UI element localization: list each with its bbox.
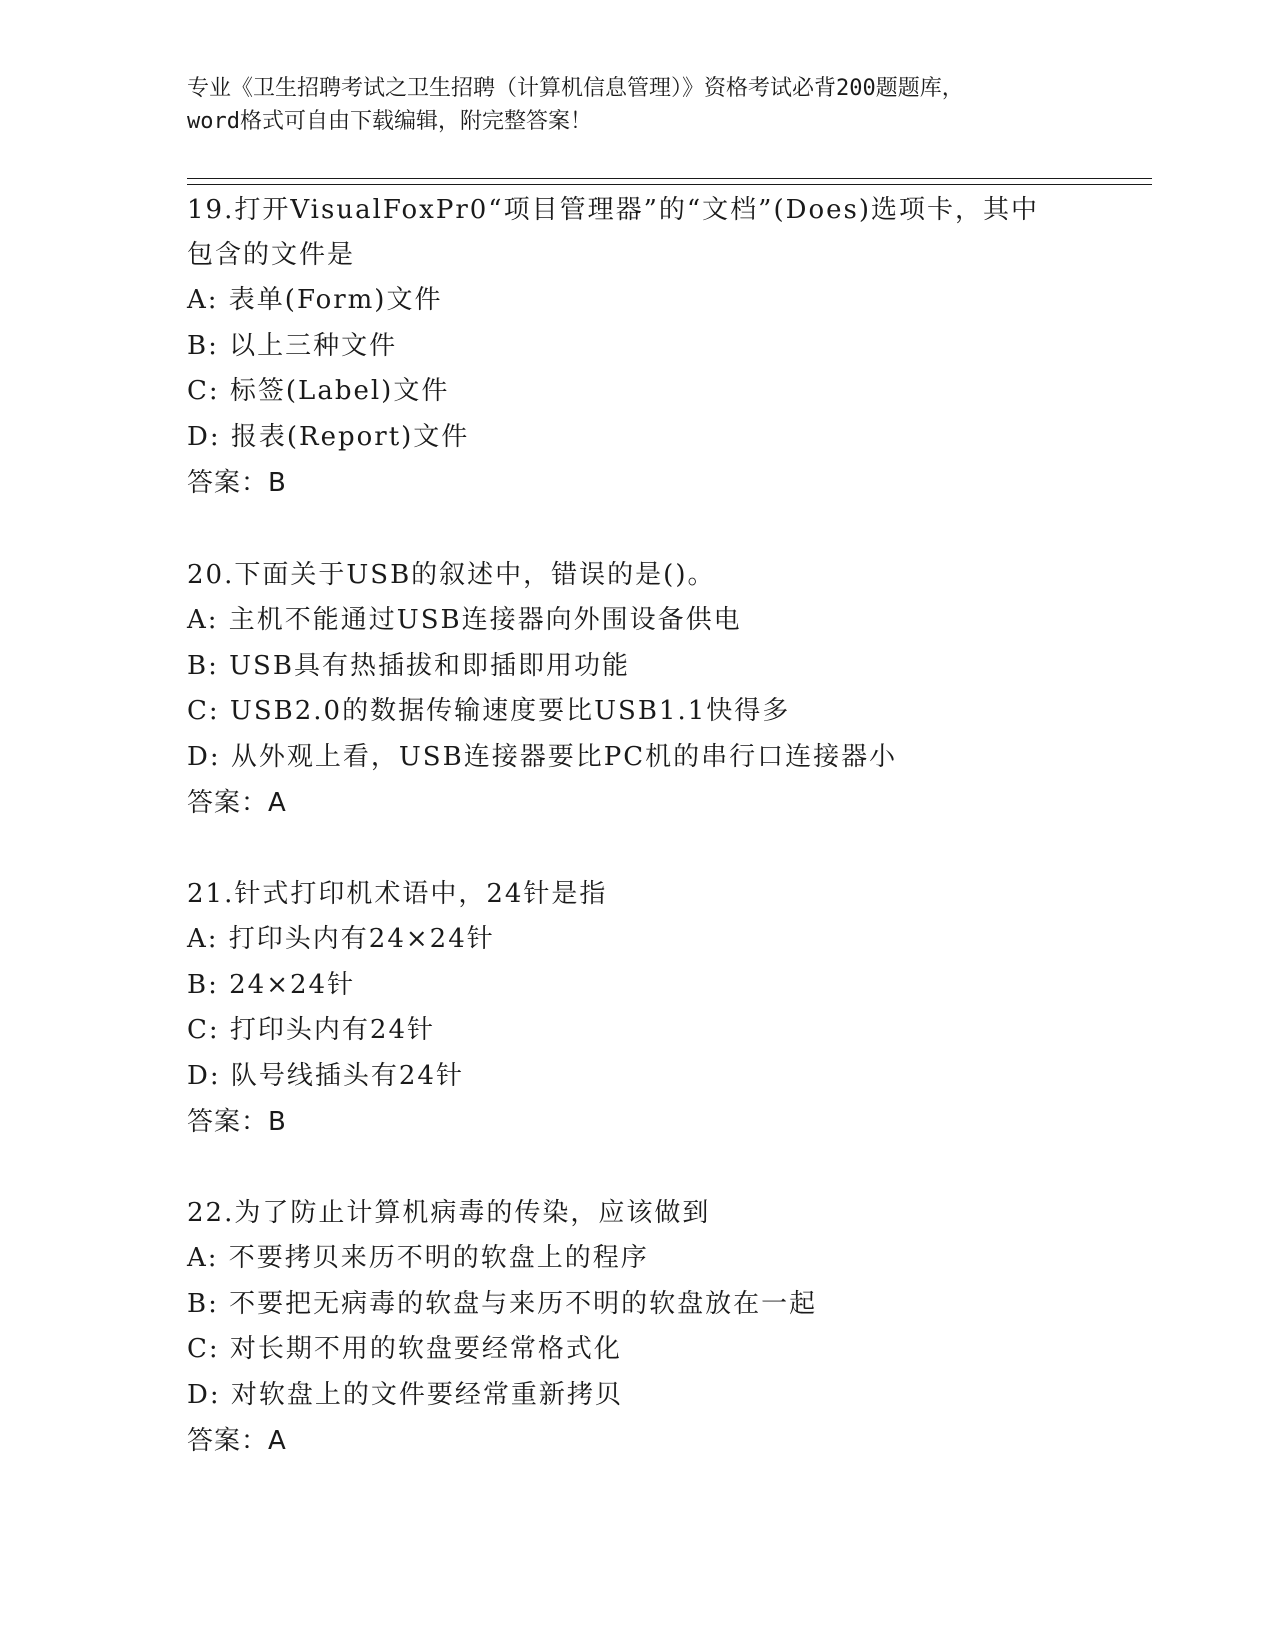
answer: 答案：A: [187, 1426, 287, 1456]
option-d: D: 队号线插头有24针: [187, 1060, 464, 1091]
question-stem: 19.打开VisualFoxPr0“项目管理器”的“文档”(Does)选项卡，其中: [187, 195, 1039, 225]
document-header: [187, 72, 1087, 138]
option-b: B: 24×24针: [187, 969, 356, 1000]
answer: 答案：A: [187, 788, 287, 818]
question-22: [187, 1191, 1087, 1464]
option-d: D: 从外观上看，USB连接器要比PC机的串行口连接器小: [187, 741, 898, 772]
option-c: C: 标签(Label)文件: [187, 376, 450, 406]
question-21: [187, 872, 1087, 1145]
answer: 答案：B: [187, 468, 287, 498]
option-b: B: USB具有热插拔和即插即用功能: [187, 650, 630, 681]
option-d: D: 报表(Report)文件: [187, 421, 470, 452]
header-divider-top: [187, 178, 1152, 179]
option-a: A: 不要拷贝来历不明的软盘上的程序: [187, 1243, 649, 1273]
question-stem: 22.为了防止计算机病毒的传染，应该做到: [187, 1198, 711, 1228]
header-line-1: 专业《卫生招聘考试之卫生招聘（计算机信息管理）》资格考试必背200题题库，: [187, 76, 964, 101]
option-a: A: 表单(Form)文件: [187, 285, 443, 315]
option-c: C: 对长期不用的软盘要经常格式化: [187, 1334, 622, 1364]
answer: 答案：B: [187, 1107, 287, 1137]
option-b: B: 不要把无病毒的软盘与来历不明的软盘放在一起: [187, 1288, 818, 1319]
option-c: C: USB2.0的数据传输速度要比USB1.1快得多: [187, 696, 791, 726]
question-stem: 20.下面关于USB的叙述中，错误的是()。: [187, 560, 716, 590]
header-divider-bottom: [187, 184, 1152, 185]
option-d: D: 对软盘上的文件要经常重新拷贝: [187, 1379, 623, 1410]
question-stem: 21.针式打印机术语中，24针是指: [187, 879, 608, 909]
question-19: [187, 188, 1087, 506]
option-c: C: 打印头内有24针: [187, 1015, 436, 1045]
question-20: [187, 553, 1087, 826]
question-stem-continued: 包含的文件是: [187, 240, 356, 270]
option-a: A: 主机不能通过USB连接器向外围设备供电: [187, 605, 742, 635]
option-a: A: 打印头内有24×24针: [187, 924, 495, 954]
header-line-2: word格式可自由下载编辑，附完整答案！: [187, 109, 592, 134]
option-b: B: 以上三种文件: [187, 330, 398, 361]
